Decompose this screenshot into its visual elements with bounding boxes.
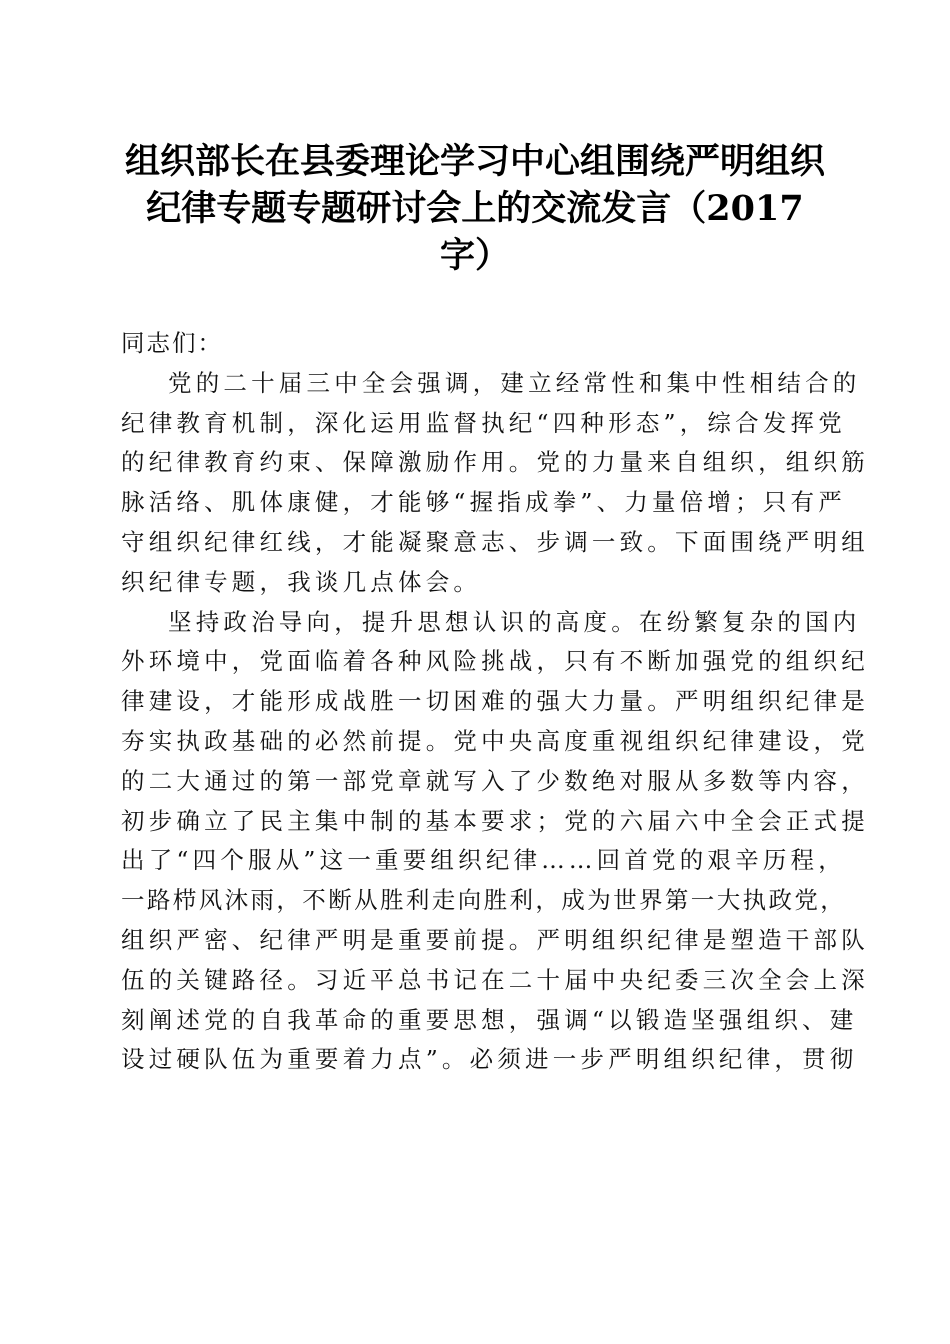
paragraph-2-line-11: 刻阐述党的自我革命的重要思想，强调“以锻造坚强组织、建 (121, 1005, 858, 1034)
paragraph-2-line-2: 外环境中，党面临着各种风险挑战，只有不断加强党的组织纪 (121, 647, 869, 676)
document-title (100, 138, 850, 279)
paragraph-1-line-4: 脉活络、肌体康健，才能够“握指成拳”、力量倍增；只有严 (121, 488, 846, 517)
paragraph-2-line-7: 出了“四个服从”这一重要组织纪律……回首党的艰辛历程， (121, 846, 846, 875)
paragraph-2-line-6: 初步确立了民主集中制的基本要求；党的六届六中全会正式提 (121, 806, 869, 835)
paragraph-1-line-2: 纪律教育机制，深化运用监督执纪“四种形态”，综合发挥党 (121, 408, 846, 437)
paragraph-1-line-1: 党的二十届三中全会强调，建立经常性和集中性相结合的 (168, 368, 861, 397)
document-body (121, 324, 869, 1080)
title-line-1: 组织部长在县委理论学习中心组围绕严明组织 (124, 141, 825, 182)
paragraph-1-line-5: 守组织纪律红线，才能凝聚意志、步调一致。下面围绕严明组 (121, 527, 869, 556)
title-line-3: 字） (439, 235, 510, 276)
paragraph-1-line-3: 的纪律教育约束、保障激励作用。党的力量来自组织，组织筋 (121, 448, 869, 477)
paragraph-2-line-4: 夯实执政基础的必然前提。党中央高度重视组织纪律建设，党 (121, 726, 869, 755)
paragraph-1-line-6: 织纪律专题，我谈几点体会。 (121, 567, 482, 596)
title-line-2: 纪律专题专题研讨会上的交流发言（2017 (146, 188, 804, 229)
paragraph-2-line-1: 坚持政治导向，提升思想认识的高度。在纷繁复杂的国内 (168, 607, 861, 636)
paragraph-2-line-9: 组织严密、纪律严明是重要前提。严明组织纪律是塑造干部队 (121, 925, 869, 954)
paragraph-2-line-8: 一路栉风沐雨，不断从胜利走向胜利，成为世界第一大执政党， (121, 886, 847, 915)
paragraph-2-line-10: 伍的关键路径。习近平总书记在二十届中央纪委三次全会上深 (121, 965, 869, 994)
paragraph-2-line-12: 设过硬队伍为重要着力点”。必须进一步严明组织纪律，贯彻 (121, 1045, 858, 1074)
salutation: 同志们： (121, 329, 223, 357)
paragraph-2-line-5: 的二大通过的第一部党章就写入了少数绝对服从多数等内容， (121, 766, 869, 795)
paragraph-2-line-3: 律建设，才能形成战胜一切困难的强大力量。严明组织纪律是 (121, 687, 869, 716)
